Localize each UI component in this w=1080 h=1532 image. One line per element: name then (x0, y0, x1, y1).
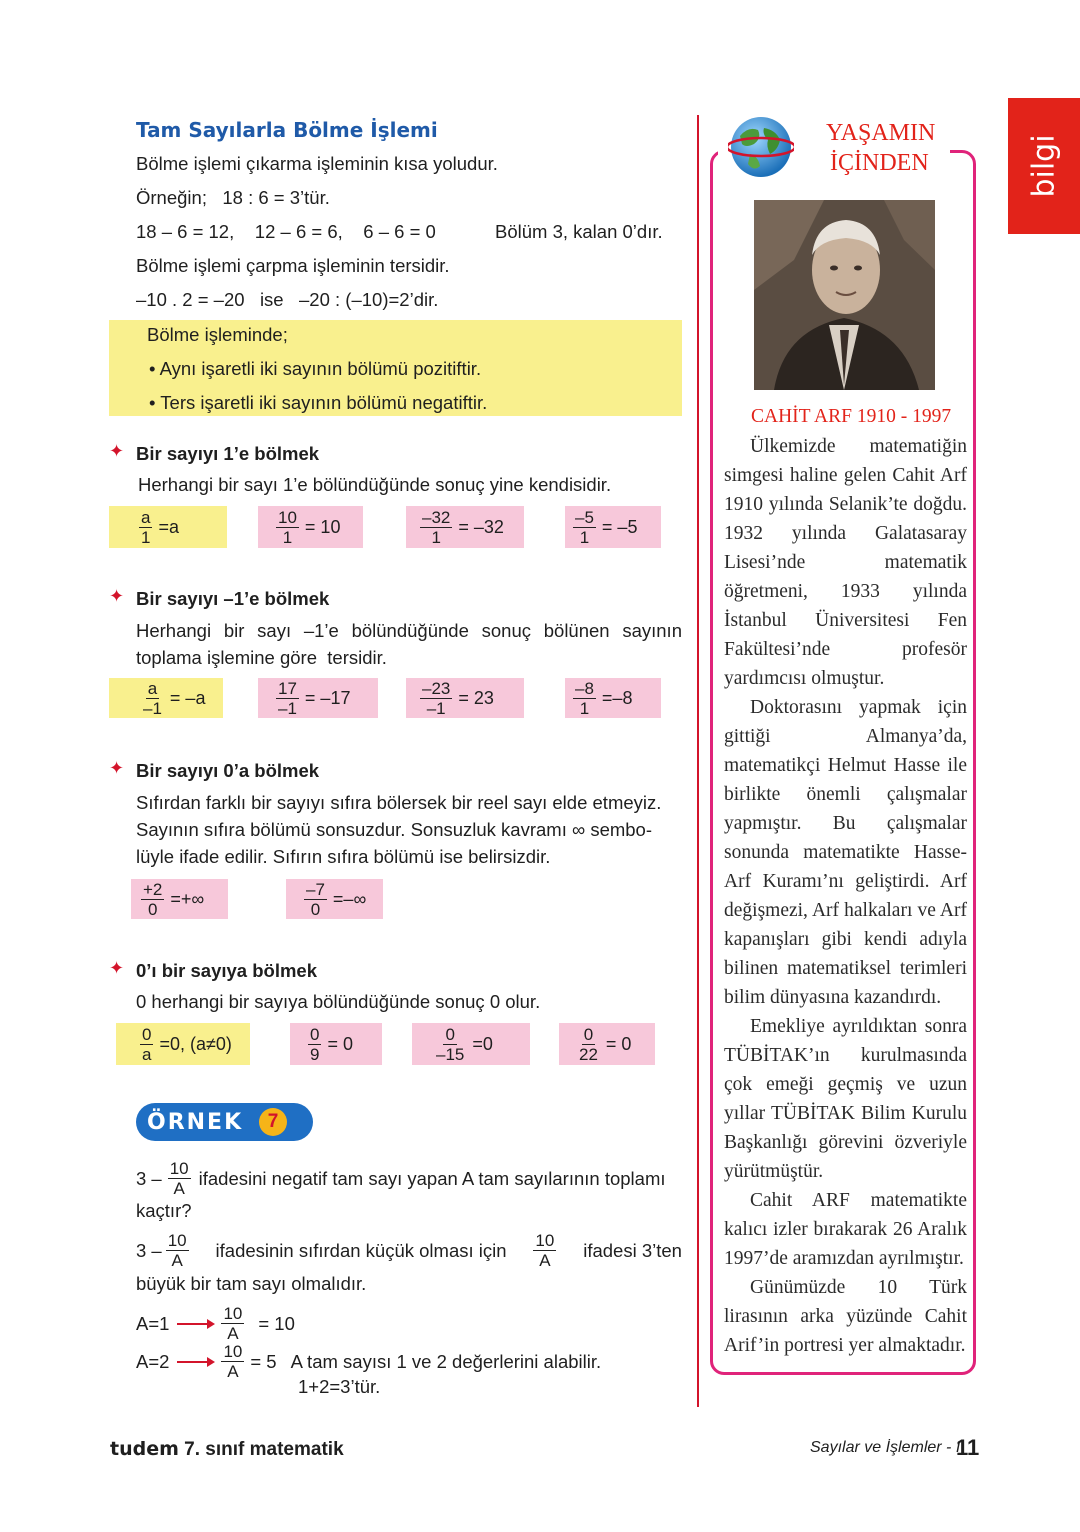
fraction: $\frac{10}{A}$ (223, 1304, 243, 1343)
example-badge (136, 1103, 313, 1141)
example-box (258, 678, 378, 718)
bio-paragraph-1: Ülkemizde matematiğin simgesi haline gelen Cahit Arf 1910 yılında Selanik’te doğdu. 1932 yılında Galatasaray Lisesi’nde matematik öğretmeni, 1933 yılında İstanbul Üniversitesi Fen Fakültesi’nde profesör yardımcısı olmuştur. (724, 436, 967, 689)
footer-brand: tudem (110, 1438, 179, 1460)
example-box (258, 506, 363, 548)
footer-chapter: Sayılar ve İşlemler - I (810, 1439, 961, 1456)
example-box (412, 1023, 530, 1065)
fraction: $\frac{-5}{1}$ (575, 507, 594, 547)
a-value: A=1 (136, 1312, 170, 1334)
intro-line-2: Örneğin; 18 : 6 = 3’tür. (136, 187, 330, 208)
result: = –32 (458, 516, 504, 537)
example-box (406, 678, 524, 718)
fraction: $\frac{+2}{0}$ (143, 879, 163, 919)
result: = 10 (258, 1312, 295, 1334)
rule-box-item-1: • Aynı işaretli iki sayının bölümü pozitiftir. (149, 358, 482, 379)
section-1-text: Herhangi bir sayı 1’e bölündüğünde sonuç yine kendisidir. (138, 474, 612, 495)
bio-paragraph-4: Cahit ARF matematikte kalıcı izler bırakarak 26 Aralık 1997’de aramızdan ayrılmıştır. (724, 1190, 967, 1269)
solution-text-end: ifadesi 3’ten (583, 1239, 682, 1261)
bio-paragraph-3: Emekliye ayrıldıktan sonra TÜBİTAK’ın kurulmasında çok emeği geçmiş ve uzun yıllar TÜBİTAK Bilim Kurulu Başkanlığı görevini özveriyle yürütmüştür. (724, 1016, 967, 1182)
sidebar-heading-line-2: İÇİNDEN (830, 150, 929, 176)
section-3-text-1: Sıfırdan farklı bir sayıyı sıfıra bölersek bir reel sayı elde etmeyiz. (136, 792, 662, 813)
result: = 0 (605, 1033, 632, 1054)
example-number: 7 (259, 1108, 287, 1136)
section-heading-1: Bir sayıyı 1’e bölmek (136, 443, 320, 464)
example-question-line-1 (136, 1160, 666, 1197)
bilgi-tab-label: bilgi (1026, 134, 1062, 198)
example-box (406, 506, 524, 548)
example-label: ÖRNEK (147, 1110, 244, 1135)
example-solution-line-1 (136, 1232, 682, 1269)
fraction: $\frac{10}{A}$ (169, 1159, 189, 1198)
fraction: $\frac{10}{A}$ (535, 1231, 555, 1270)
section-heading-2: Bir sayıyı –1’e bölmek (136, 588, 330, 609)
result: =0 (472, 1033, 493, 1054)
example-box (290, 1023, 382, 1065)
section-3-text-3: lüyle ifade edilir. Sıfırın sıfıra bölümü ise belirsizdir. (136, 846, 551, 867)
result: = –5 (601, 516, 638, 537)
fraction: $\frac{a}{1}$ (141, 507, 151, 547)
example-box (559, 1023, 655, 1065)
page-number: 11 (956, 1435, 980, 1460)
section-4-text: 0 herhangi bir sayıya bölündüğünde sonuç 0 olur. (136, 991, 541, 1012)
star-bullet-icon: ✦ (109, 758, 125, 778)
intro-line-3-result: Bölüm 3, kalan 0’dır. (495, 221, 663, 242)
result: =+∞ (170, 888, 205, 909)
solution-note: A tam sayısı 1 ve 2 değerlerini alabilir. (290, 1350, 602, 1372)
example-box (286, 879, 383, 919)
result: = –17 (304, 687, 351, 708)
section-2-text-2: toplama işlemine göre tersidir. (136, 647, 387, 668)
example-box (116, 1023, 250, 1065)
intro-line-4: Bölme işlemi çarpma işleminin tersidir. (136, 255, 450, 276)
solution-row-3: 1+2=3’tür. (298, 1376, 381, 1397)
footer-book (110, 1438, 344, 1461)
solution-prefix: 3 – (136, 1239, 162, 1261)
example-question-line-2: kaçtır? (136, 1200, 192, 1221)
result: = –a (169, 687, 206, 708)
sidebar-biography (724, 432, 967, 1360)
solution-text: ifadesinin sıfırdan küçük olması için (215, 1239, 507, 1261)
example-box (109, 678, 223, 718)
intro-line-1: Bölme işlemi çıkarma işleminin kısa yoludur. (136, 153, 498, 174)
rule-box (109, 320, 682, 416)
result: = 0 (327, 1033, 353, 1054)
star-bullet-icon: ✦ (109, 441, 125, 461)
result: =–8 (601, 687, 633, 708)
example-box (565, 506, 661, 548)
fraction: $\frac{10}{A}$ (223, 1342, 243, 1381)
result: =–∞ (332, 888, 367, 909)
fraction: $\frac{0}{-15}$ (436, 1024, 465, 1064)
fraction: $\frac{-8}{1}$ (575, 678, 594, 718)
arrow-right-icon (177, 1317, 215, 1331)
star-bullet-icon: ✦ (109, 958, 125, 978)
solution-row-2 (136, 1343, 601, 1380)
sidebar-heading-line-1: YAŞAMIN (826, 120, 936, 146)
intro-line-3: 18 – 6 = 12, 12 – 6 = 6, 6 – 6 = 0 (136, 221, 436, 242)
portrait-photo (754, 200, 935, 390)
page-title: Tam Sayılarla Bölme İşlemi (136, 118, 438, 142)
rule-box-item-2: • Ters işaretli iki sayının bölümü negatiftir. (149, 392, 488, 413)
section-heading-3: Bir sayıyı 0’a bölmek (136, 760, 320, 781)
section-heading-4: 0’ı bir sayıya bölmek (136, 960, 317, 981)
bio-paragraph-5: Günümüzde 10 Türk lirasının arka yüzünde Cahit Arif’in portresi yer almaktadır. (724, 1277, 967, 1356)
solution-row-1 (136, 1305, 295, 1342)
question-text: ifadesini negatif tam sayı yapan A tam sayılarının toplamı (198, 1167, 666, 1189)
footer-book-title: 7. sınıf matematik (178, 1439, 344, 1460)
section-2-text-1: Herhangi bir sayı –1’e bölündüğünde sonuç bölünen sayının (136, 620, 682, 641)
fraction: $\frac{10}{1}$ (278, 507, 297, 547)
fraction: $\frac{-7}{0}$ (306, 879, 325, 919)
globe-icon (728, 114, 794, 180)
result: =0, (a≠0) (159, 1033, 232, 1054)
fraction: $\frac{-32}{1}$ (422, 507, 451, 547)
fraction: $\frac{17}{-1}$ (278, 678, 297, 718)
example-box (109, 506, 227, 548)
a-value: A=2 (136, 1350, 170, 1372)
fraction: $\frac{0}{22}$ (579, 1024, 598, 1064)
question-prefix: 3 – (136, 1167, 162, 1189)
example-box (565, 678, 661, 718)
result: = 23 (458, 687, 494, 708)
example-solution-line-2: büyük bir tam sayı olmalıdır. (136, 1273, 367, 1294)
portrait-figure (754, 200, 935, 390)
result: =a (158, 516, 179, 537)
fraction: $\frac{0}{9}$ (310, 1024, 320, 1064)
fraction: $\frac{10}{A}$ (167, 1231, 187, 1270)
fraction: $\frac{0}{a}$ (142, 1024, 152, 1064)
intro-line-5: –10 . 2 = –20 ise –20 : (–10)=2’dir. (136, 289, 439, 310)
bio-paragraph-2: Doktorasını yapmak için gittiği Almanya’da, matematikçi Helmut Hasse ile birlikte önemli çalışmalar yapmıştır. Bu çalışmalar sonunda matematikte Hasse-Arf Kuramı’nı geliştirdi. Arf değişmezi, Arf halkaları ve Arf kapanışları gibi kendi adıyla bilinen matematiksel terimleri bilim dünyasına kazandırdı. (724, 697, 967, 1008)
portrait-caption: CAHİT ARF 1910 - 1997 (751, 406, 952, 427)
fraction: $\frac{-23}{-1}$ (422, 678, 451, 718)
arrow-right-icon (177, 1355, 215, 1369)
result: = 5 (250, 1350, 277, 1372)
section-3-text-2: Sayının sıfıra bölümü sonsuzdur. Sonsuzluk kavramı ∞ sembo- (136, 819, 653, 840)
column-divider (697, 115, 699, 1407)
fraction: $\frac{a}{-1}$ (143, 678, 162, 718)
rule-box-head: Bölme işleminde; (147, 324, 288, 345)
bilgi-tab (1008, 98, 1080, 234)
star-bullet-icon: ✦ (109, 586, 125, 606)
example-box (131, 879, 228, 919)
result: = 10 (304, 516, 341, 537)
